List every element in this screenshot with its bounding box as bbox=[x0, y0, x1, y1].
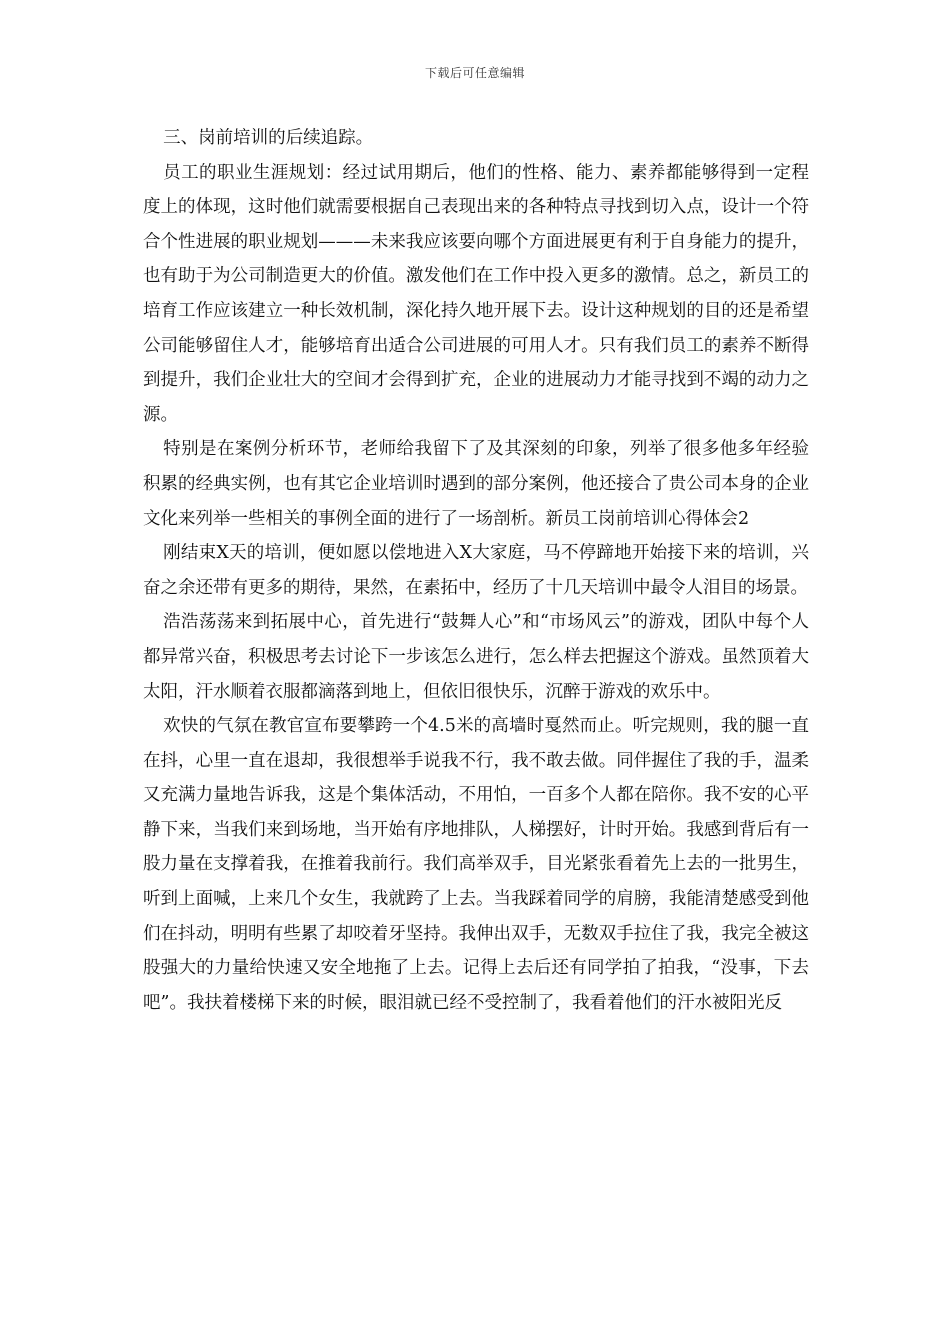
paragraph-expansion-center: 浩浩荡荡来到拓展中心，首先进行“鼓舞人心”和“市场风云”的游戏，团队中每个人都异常兴奋，积极思考去讨论下一步该怎么进行，怎么样去把握这个游戏。虽然顶着大太阳，汗水顺着衣服都滴落到地上，但依旧很快乐，沉醉于游戏的欢乐中。 bbox=[143, 612, 809, 702]
paragraph-high-wall: 欢快的气氛在教官宣布要攀跨一个4.5米的高墙时戛然而止。听完规则，我的腿一直在抖，心里一直在退却，我很想举手说我不行，我不敢去做。同伴握住了我的手，温柔又充满力量地告诉我，这是个集体活动，不用怕，一百多个人都在陪你。我不安的心平静下来，当我们来到场地，当开始有序地排队，人梯摆好，计时开始。我感到背后有一股力量在支撑着我，在推着我前行。我们高举双手，目光紧张看着先上去的一批男生，听到上面喊，上来几个女生，我就跨了上去。当我踩着同学的肩膀，我能清楚感受到他们在抖动，明明有些累了却咬着牙坚持。我伸出双手，无数双手拉住了我，我完全被这股强大的力量给快速又安全地拖了上去。记得上去后还有同学拍了拍我，“没事，下去吧”。我扶着楼梯下来的时候，眼泪就已经不受控制了，我看着他们的汗水被阳光反 bbox=[143, 716, 809, 1013]
paragraph-career-planning: 员工的职业生涯规划：经过试用期后，他们的性格、能力、素养都能够得到一定程度上的体现，这时他们就需要根据自己表现出来的各种特点寻找到切入点，设计一个符合个性进展的职业规划———未来我应该要向哪个方面进展更有利于自身能力的提升，也有助于为公司制造更大的价值。激发他们在工作中投入更多的激情。总之，新员工的培育工作应该建立一种长效机制，深化持久地开展下去。设计这种规划的目的还是希望公司能够留住人才，能够培育出适合公司进展的可用人才。只有我们员工的素养不断得到提升，我们企业壮大的空间才会得到扩充，企业的进展动力才能寻找到不竭的动力之源。 bbox=[143, 162, 809, 425]
document-body bbox=[143, 121, 809, 1020]
page-header: 下载后可任意编辑 bbox=[424, 66, 525, 80]
section-heading: 三、岗前培训的后续追踪。 bbox=[163, 128, 374, 148]
paragraph-training-start: 刚结束X天的培训，便如愿以偿地进入X大家庭，马不停蹄地开始接下来的培训，兴奋之余还带有更多的期待，果然，在素拓中，经历了十几天培训中最令人泪目的场景。 bbox=[143, 543, 809, 598]
paragraph-case-analysis: 特别是在案例分析环节，老师给我留下了及其深刻的印象，列举了很多他多年经验积累的经典实例，也有其它企业培训时遇到的部分案例，他还接合了贵公司本身的企业文化来列举一些相关的事例全面的进行了一场剖析。新员工岗前培训心得体会2 bbox=[143, 439, 809, 529]
